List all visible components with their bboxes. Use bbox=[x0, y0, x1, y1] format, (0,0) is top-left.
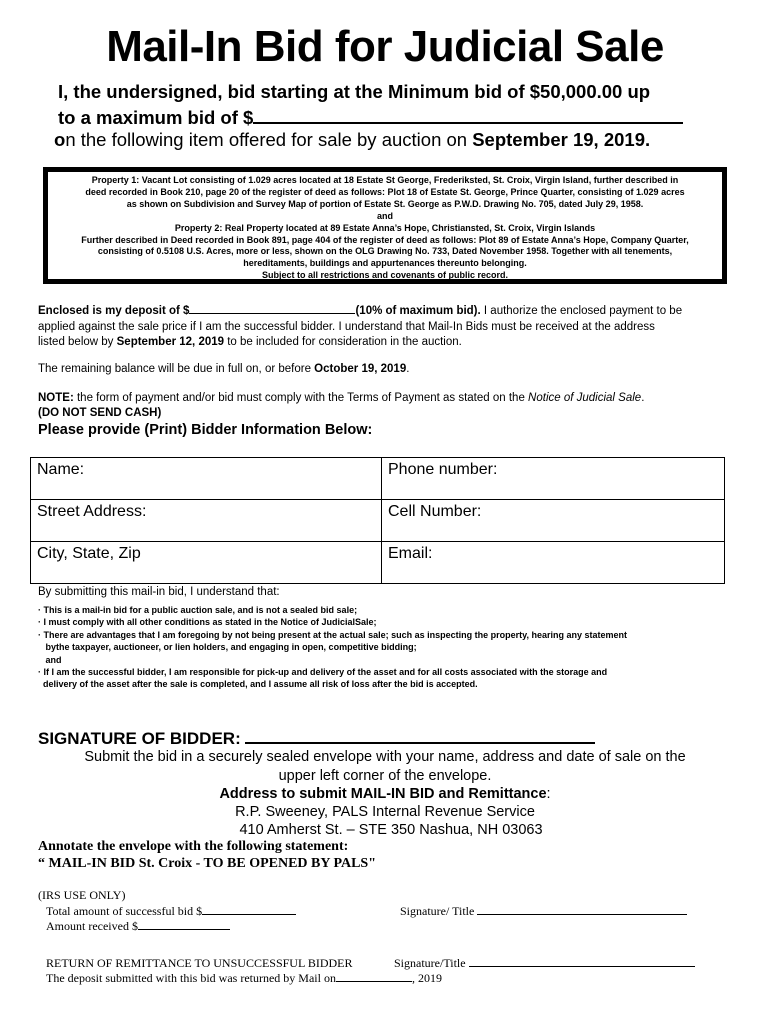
name-label: Name: bbox=[37, 461, 85, 478]
deposit-line-3a: listed below by bbox=[38, 336, 117, 348]
deposit-label: Enclosed is my deposit of $ bbox=[38, 305, 190, 317]
address-heading-text: Address to submit MAIL-IN BID and Remittance bbox=[219, 786, 547, 802]
terms-intro: By submitting this mail-in bid, I understand that: bbox=[38, 586, 280, 598]
deposit-text: I authorize the enclosed payment to be bbox=[480, 305, 683, 317]
return-remittance-heading: RETURN OF REMITTANCE TO UNSUCCESSFUL BIDDER bbox=[46, 956, 353, 970]
phone-label: Phone number: bbox=[388, 461, 498, 478]
list-item: delivery of the asset after the sale is completed, and I assume all risk of loss after the bid is accepted. bbox=[38, 679, 478, 690]
signature-section bbox=[38, 728, 595, 749]
signature-field[interactable] bbox=[245, 728, 595, 744]
property-line: Property 2: Real Property located at 89 Estate Anna’s Hope, Christiansted, St. Croix, Virgin Islands bbox=[174, 222, 596, 233]
street-label: Street Address: bbox=[37, 503, 147, 520]
return-signature-field[interactable] bbox=[469, 956, 695, 967]
max-bid-field[interactable] bbox=[253, 104, 683, 124]
deposit-line-2: applied against the sale price if I am the successful bidder. I understand that Mail-In Bids must be received at the address bbox=[38, 320, 655, 333]
deposit-pct: (10% of maximum bid). bbox=[355, 305, 481, 317]
total-amount-field[interactable] bbox=[202, 904, 296, 915]
phone-field[interactable] bbox=[382, 458, 725, 500]
name-field[interactable] bbox=[31, 458, 382, 500]
auction-date: September 19, 2019. bbox=[472, 129, 651, 150]
property-line: deed recorded in Book 210, page 20 of the register of deed as follows: Plot 18 of Estate St. George, Prince Quarter, consisting of 1.029 acres bbox=[85, 186, 685, 197]
intro-line-1: I, the undersigned, bid starting at the Minimum bid of $50,000.00 up bbox=[58, 81, 651, 102]
deposit-amount-field[interactable] bbox=[189, 302, 355, 314]
property-line: Subject to all restrictions and covenants of public record. bbox=[261, 270, 509, 281]
property-description-box bbox=[43, 167, 727, 284]
cell-number-field[interactable] bbox=[382, 500, 725, 542]
return-signature-row bbox=[394, 956, 695, 971]
city-label: City, State, Zip bbox=[37, 545, 141, 562]
irs-signature-row bbox=[400, 904, 687, 919]
remaining-end: . bbox=[406, 363, 410, 375]
terms-list bbox=[38, 604, 627, 691]
property-line: as shown on Subdivision and Survey Map of portion of Estate St. George as P.W.D. Drawing No. 705, dated July 29, 1958. bbox=[126, 198, 644, 209]
email-label: Email: bbox=[388, 545, 433, 562]
no-cash-warning: (DO NOT SEND CASH) bbox=[38, 406, 162, 419]
remaining-text: The remaining balance will be due in full on, or before bbox=[38, 363, 315, 375]
list-item: · This is a mail-in bid for a public auction sale, and is not a sealed bid sale; bbox=[38, 605, 358, 615]
cell-label: Cell Number: bbox=[388, 503, 482, 520]
bidder-info-heading: Please provide (Print) Bidder Information Below: bbox=[38, 422, 373, 438]
deadline-date: September 12, 2019 bbox=[116, 336, 225, 348]
bidder-info-table bbox=[30, 457, 725, 584]
address-heading bbox=[0, 786, 770, 802]
street-address-field[interactable] bbox=[31, 500, 382, 542]
deposit-line-3b: to be included for consideration in the auction. bbox=[224, 336, 462, 348]
signature-label: SIGNATURE OF BIDDER: bbox=[38, 729, 241, 748]
list-item: bythe taxpayer, auctioneer, or lien holders, and engaging in open, competitive bidding; bbox=[38, 642, 417, 653]
list-item: · If I am the successful bidder, I am responsible for pick-up and delivery of the asset and for all costs associated with the storage and bbox=[38, 667, 608, 678]
amount-received-label: Amount received $ bbox=[46, 919, 138, 933]
irs-signature-label: Signature/ Title bbox=[400, 904, 478, 918]
return-signature-label: Signature/Title bbox=[394, 956, 469, 970]
note-label: NOTE: bbox=[38, 392, 74, 404]
annotate-section bbox=[38, 838, 376, 872]
amount-received-row bbox=[46, 919, 230, 934]
intro-o: o bbox=[54, 129, 66, 150]
property-line: Property 1: Vacant Lot consisting of 1.029 acres located at 18 Estate St George, Frederiksted, St. Croix, Virgin Island, further described in bbox=[91, 175, 679, 185]
address-colon: : bbox=[546, 786, 551, 802]
property-line: Further described in Deed recorded in Book 891, page 404 of the register of deed as follows: Plot 89 of Estate Anna’s Hope, Company Quarter, bbox=[81, 234, 689, 245]
payment-note bbox=[38, 391, 644, 420]
property-line: consisting of 0.5108 U.S. Acres, more or less, shown on the OLG Drawing No. 733, Dated November 1958. Together with all tenements, bbox=[97, 246, 673, 257]
note-text: the form of payment and/or bid must comply with the Terms of Payment as stated on the bbox=[73, 392, 529, 404]
address-line-2: 410 Amherst St. – STE 350 Nashua, NH 03063 bbox=[239, 822, 543, 838]
total-amount-row bbox=[46, 904, 296, 919]
total-amount-label: Total amount of successful bid $ bbox=[46, 904, 203, 918]
irs-signature-field[interactable] bbox=[477, 904, 687, 915]
intro-line-3 bbox=[54, 128, 650, 152]
intro-line-2 bbox=[58, 104, 683, 130]
email-field[interactable] bbox=[382, 542, 725, 584]
return-date-field[interactable] bbox=[336, 971, 412, 982]
property-line: and bbox=[376, 210, 393, 221]
return-year: , 2019 bbox=[411, 971, 442, 985]
notice-title: Notice of Judicial Sale bbox=[528, 392, 642, 404]
balance-due-date: October 19, 2019 bbox=[314, 363, 407, 375]
property-line: hereditaments, buildings and appurtenances thereunto belonging. bbox=[243, 258, 527, 269]
max-bid-label: to a maximum bid of $ bbox=[58, 107, 254, 128]
submit-instruction-2: upper left corner of the envelope. bbox=[278, 768, 492, 784]
list-item: and bbox=[38, 654, 62, 665]
deposit-paragraph bbox=[38, 302, 682, 351]
page-title: Mail-In Bid for Judicial Sale bbox=[106, 22, 664, 71]
address-line-1: R.P. Sweeney, PALS Internal Revenue Service bbox=[235, 804, 535, 820]
remaining-balance bbox=[38, 362, 409, 378]
envelope-statement: “ MAIL-IN BID St. Croix - TO BE OPENED BY PALS" bbox=[38, 856, 376, 871]
submit-instruction-1: Submit the bid in a securely sealed envelope with your name, address and date of sale on the bbox=[84, 749, 686, 765]
deposit-returned-row bbox=[46, 971, 442, 986]
city-state-zip-field[interactable] bbox=[31, 542, 382, 584]
note-end: . bbox=[641, 392, 645, 404]
deposit-returned-label: The deposit submitted with this bid was returned by Mail on bbox=[46, 971, 336, 985]
amount-received-field[interactable] bbox=[138, 919, 230, 930]
list-item: · I must comply with all other conditions as stated in the Notice of JudicialSale; bbox=[38, 617, 377, 628]
irs-use-heading: (IRS USE ONLY) bbox=[38, 888, 126, 902]
list-item: · There are advantages that I am foregoing by not being present at the actual sale; such as inspecting the property, hearing any statement bbox=[38, 629, 627, 640]
intro-text: n the following item offered for sale by auction on bbox=[65, 129, 473, 150]
annotate-instruction: Annotate the envelope with the following statement: bbox=[38, 839, 349, 854]
